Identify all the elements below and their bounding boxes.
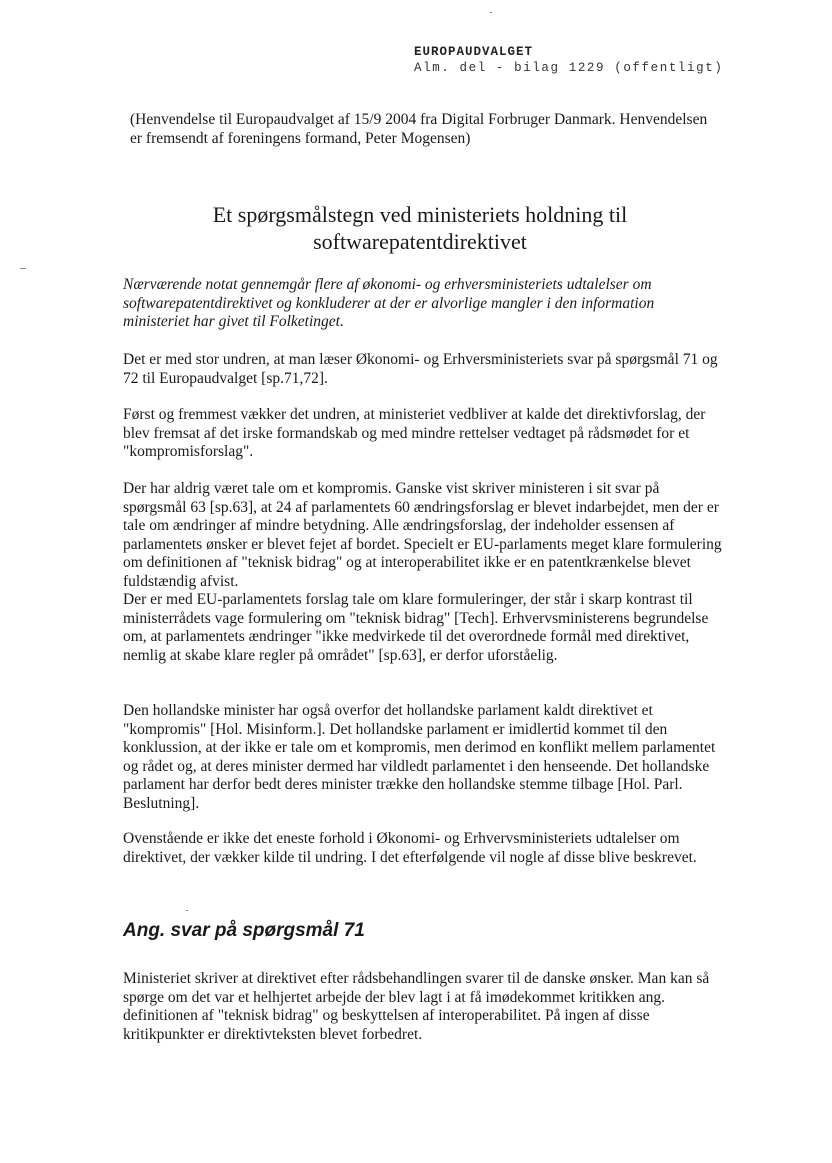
document-title (150, 201, 690, 255)
stamp-reference: Alm. del - bilag 1229 (offentligt) (414, 61, 724, 75)
scan-speck (490, 12, 492, 13)
submission-note: (Henvendelse til Europaudvalget af 15/9 2004 fra Digital Forbruger Danmark. Henvendelsen er fremsendt af foreningens formand, Peter Mogensen) (130, 111, 708, 147)
body-paragraph (123, 406, 723, 462)
scan-speck (20, 268, 26, 269)
intro-text: Nærværende notat gennemgår flere af økonomi- og erhversministeriets udtalelser om softwarepatentdirektivet og konkluderer at der er alvorlige mangler i den information ministeriet har givet til Folketinget. (123, 276, 655, 330)
paragraph-text: Det er med stor undren, at man læser Økonomi- og Erhversministeriets svar på spørgsmål 71 og 72 til Europaudvalget [sp.71,72]. (123, 351, 718, 387)
stamp-committee: EUROPAUDVALGET (414, 45, 534, 59)
paragraph-text: Først og fremmest vækker det undren, at ministeriet vedbliver at kalde det direktivforslag, der blev fremsat af det irske formandskab og med mindre rettelser vedtaget på rådsmødet for et "kompromisforslag". (123, 406, 706, 460)
body-paragraph (123, 480, 723, 665)
archive-stamp (414, 44, 723, 76)
intro-summary (123, 276, 723, 332)
section-heading: Ang. svar på spørgsmål 71 (123, 920, 365, 941)
body-paragraph (123, 830, 723, 867)
title-line-1: Et spørgsmålstegn ved ministeriets holdning til (212, 202, 628, 227)
title-line-2: softwarepatentdirektivet (313, 229, 527, 254)
body-paragraph (123, 702, 723, 813)
paragraph-text: Ovenstående er ikke det eneste forhold i Økonomi- og Erhvervsministeriets udtalelser om direktivet, der vækker kilde til undring. I det efterfølgende vil nogle af disse blive beskrevet. (123, 830, 697, 866)
paragraph-text: Der er med EU-parlamentets forslag tale om klare formuleringer, der står i skarp kontrast til ministerrådets vage formulering om "teknisk bidrag" [Tech]. Erhvervsministerens begrundelse om, at parlamentets ændringer "ikke medvirkede til det overordnede formål med direktivet, nemlig at skabe klare regler på området" [sp.63], er derfor uforståelig. (123, 591, 709, 664)
body-paragraph (123, 351, 723, 388)
paragraph-text: Den hollandske minister har også overfor det hollandske parlament kaldt direktivet et "kompromis" [Hol. Misinform.]. Det hollandske parlament er imidlertid kommet til den konklussion, at der ikke er tale om et kompromis, men derimod en konflikt mellem parlamentet og rådet og, at deres minister dermed har vildledt parlamentet i den henseende. Det hollandske parlament har derfor bedt deres minister trække den hollandske stemme tilbage [Hol. Parl. Beslutning]. (123, 702, 716, 812)
paragraph-text: Ministeriet skriver at direktivet efter rådsbehandlingen svarer til de danske ønsker. Man kan så spørge om det var et helhjertet arbejde der blev lagt i at få imødekommet kritikken ang. definitionen af "teknisk bidrag" og beskyttelsen af interoperabilitet. På ingen af disse kritikpunkter er direktivteksten blevet forbedret. (123, 970, 710, 1043)
body-paragraph (123, 970, 723, 1044)
paragraph-text: Der har aldrig været tale om et kompromis. Ganske vist skriver ministeren i sit svar på spørgsmål 63 [sp.63], at 24 af parlamentets 60 ændringsforslag er blevet indarbejdet, men der er tale om ændringer af mindre betydning. Alle ændringsforslag, der indeholder essensen af parlamentets ønsker er blevet fejet af bordet. Specielt er EU-parlaments meget klare formulering om definitionen af "teknisk bidrag" og at interoperabilitet ikke er en patentkrænkelse blevet fuldstændig afvist. (123, 480, 722, 590)
scan-speck (186, 910, 188, 911)
